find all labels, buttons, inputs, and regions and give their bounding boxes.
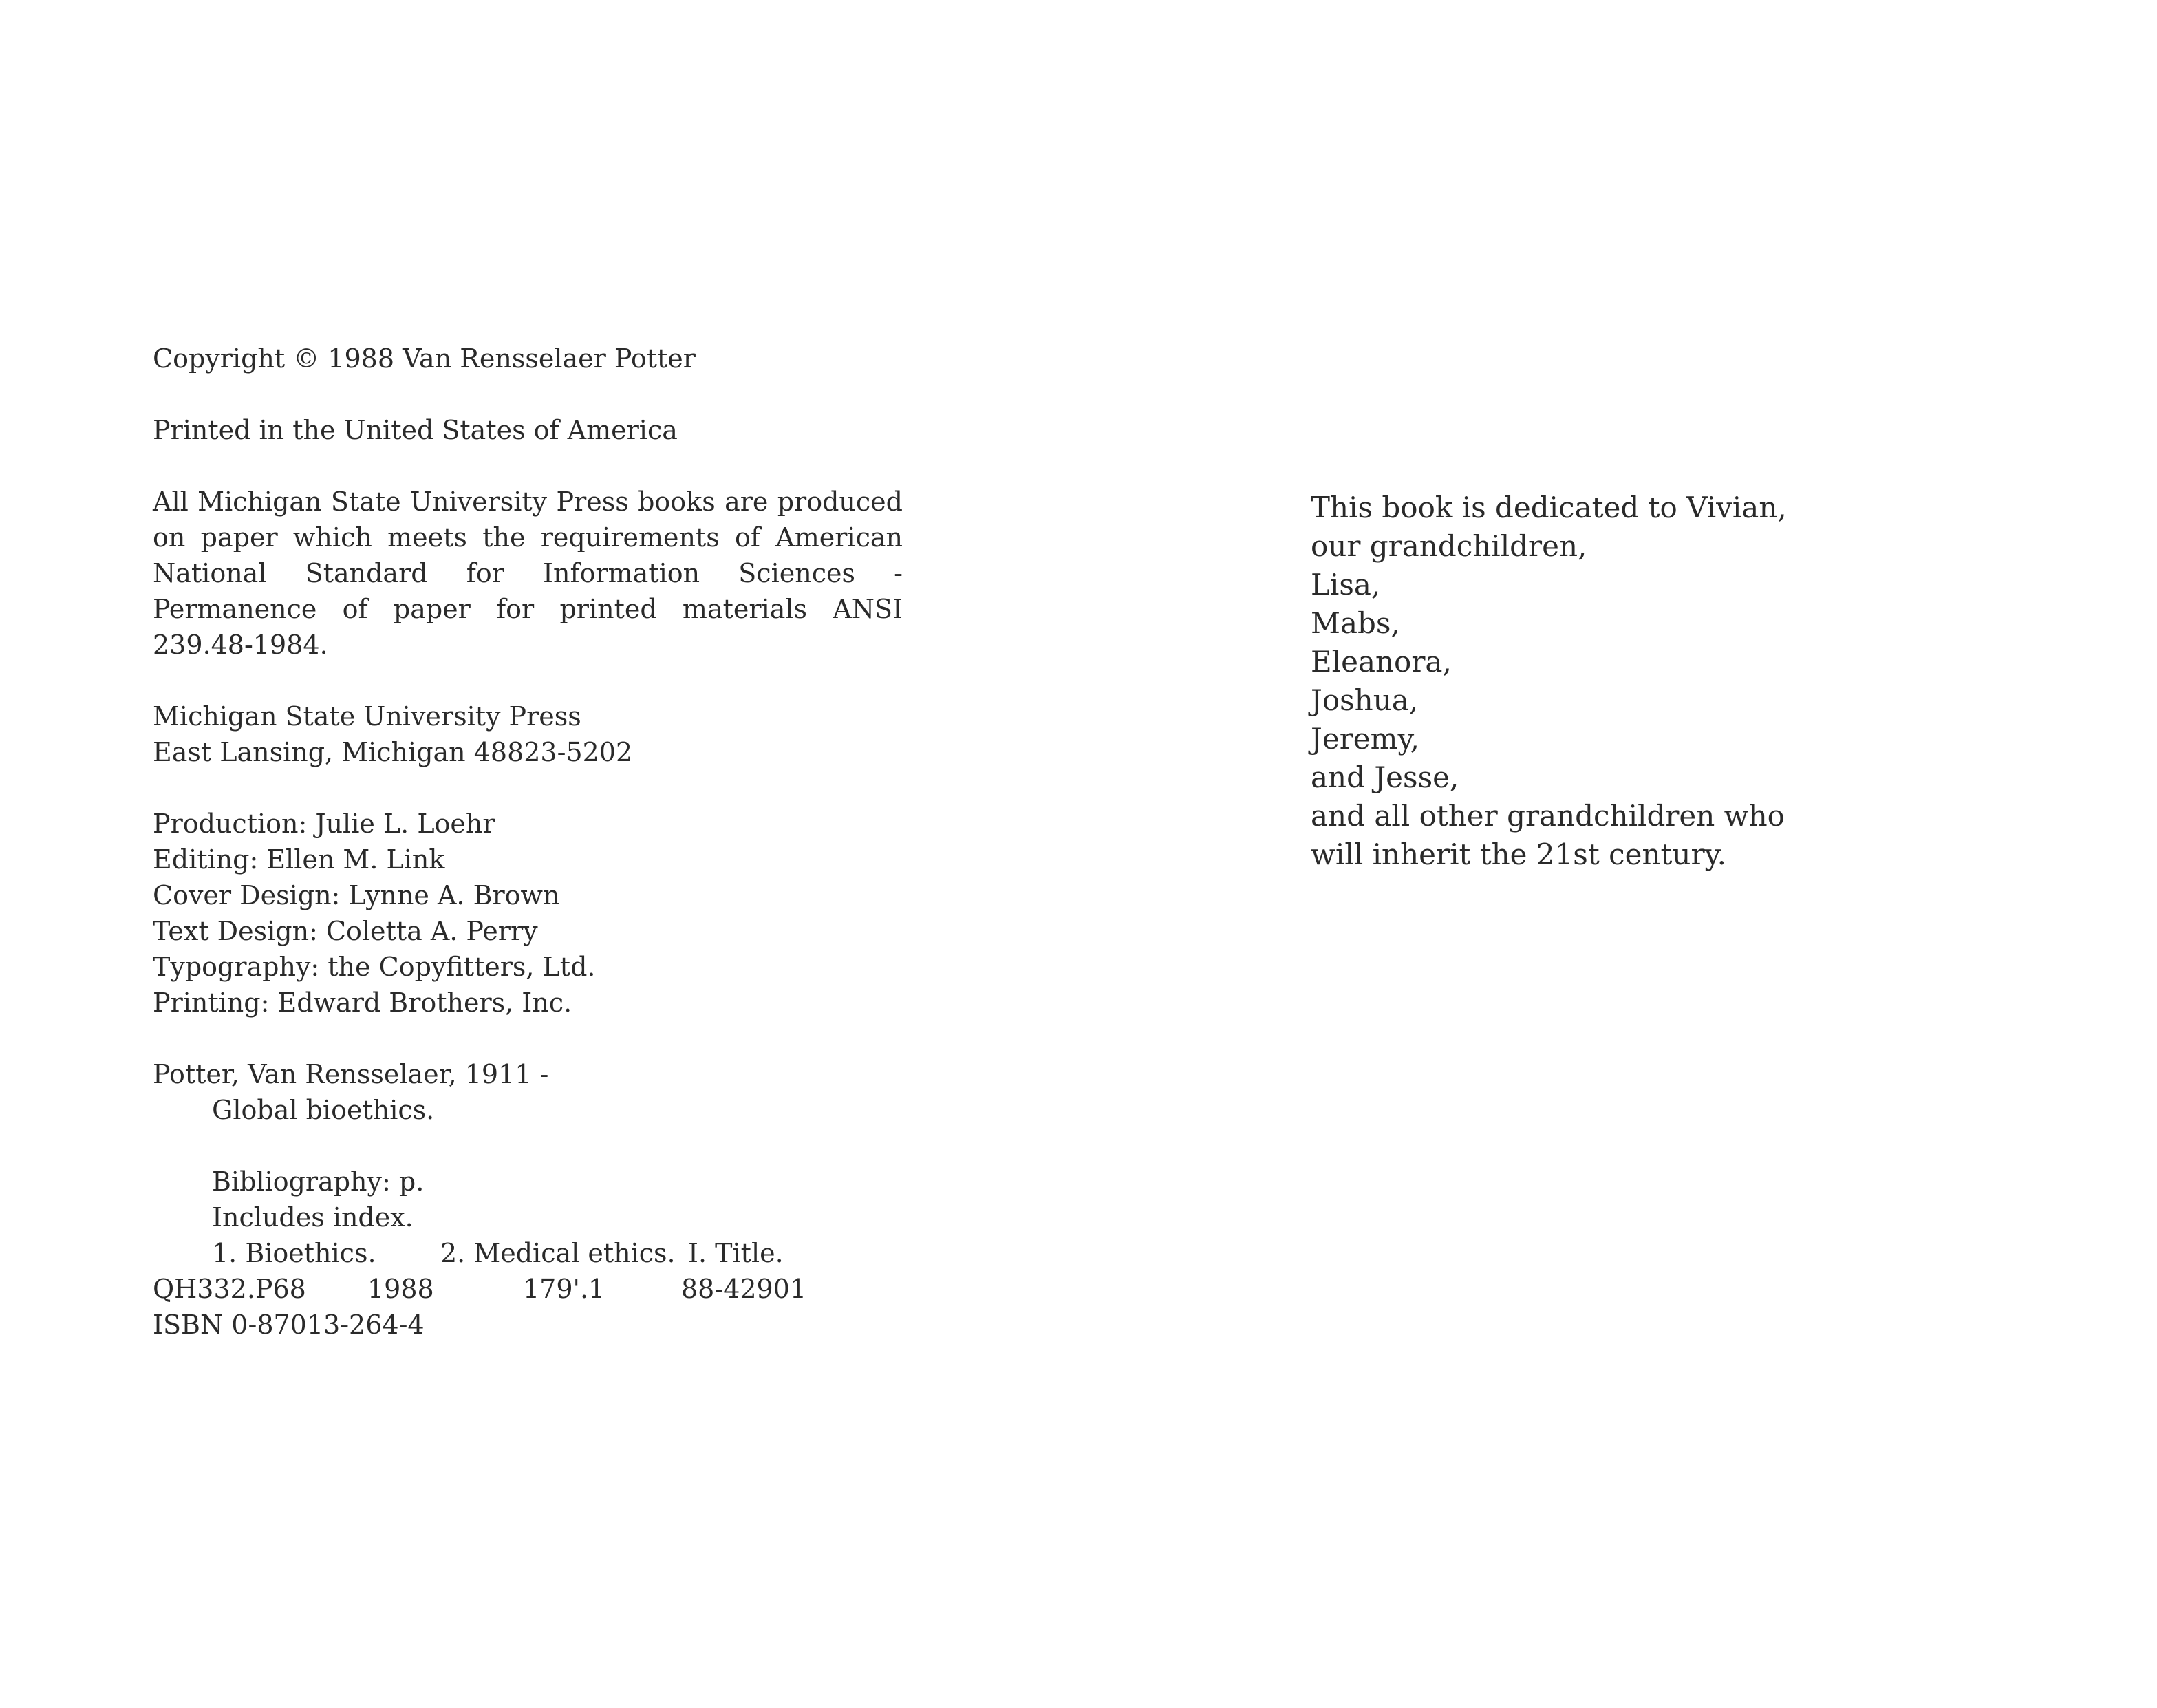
credit-text-design: Text Design: Coletta A. Perry — [153, 916, 538, 946]
cip-lccn: 88-42901 — [681, 1274, 807, 1304]
credit-printing: Printing: Edward Brothers, Inc. — [153, 988, 572, 1018]
dedication-line: Jeremy, — [1311, 722, 1419, 756]
credit-editing: Editing: Ellen M. Link — [153, 844, 445, 875]
printed-line: Printed in the United States of America — [153, 415, 678, 445]
credit-production: Production: Julie L. Loehr — [153, 809, 495, 839]
publisher-address: East Lansing, Michigan 48823-5202 — [153, 737, 633, 767]
cip-subject-1: 1. Bioethics. — [212, 1238, 376, 1268]
cip-record — [153, 1056, 903, 1343]
dedication-line: and Jesse, — [1311, 760, 1459, 794]
dedication-line: Joshua, — [1311, 683, 1419, 717]
credit-typography: Typography: the Copyfitters, Ltd. — [153, 952, 596, 982]
cip-title: Global bioethics. — [212, 1095, 435, 1125]
cip-subjects — [153, 1235, 903, 1271]
credits-list — [153, 806, 903, 1021]
dedication-line: This book is dedicated to Vivian, — [1311, 491, 1787, 524]
cip-call-number: QH332.P68 — [153, 1274, 306, 1304]
copyright-line: Copyright © 1988 Van Rensselaer Potter — [153, 343, 696, 374]
dedication-line: our grandchildren, — [1311, 529, 1587, 563]
publisher-name: Michigan State University Press — [153, 701, 581, 732]
cip-index: Includes index. — [212, 1202, 414, 1232]
paper-notice: All Michigan State University Press books are produced on paper which meets the requirements of American National Standard for Information Sciences - Permanence of paper for printed materials ANSI 239.48-1984. — [153, 487, 903, 660]
cip-classification — [153, 1271, 903, 1307]
cip-subject-2: 2. Medical ethics. — [440, 1238, 676, 1268]
dedication-line: Lisa, — [1311, 568, 1381, 601]
dedication-line: will inherit the 21st century. — [1311, 837, 1727, 871]
dedication — [1311, 489, 1861, 874]
dedication-line: Mabs, — [1311, 606, 1400, 640]
cip-dewey: 179'.1 — [523, 1274, 605, 1304]
dedication-line: Eleanora, — [1311, 645, 1452, 679]
cip-year: 1988 — [367, 1274, 434, 1304]
dedication-line: and all other grandchildren who — [1311, 799, 1785, 833]
cip-author: Potter, Van Rensselaer, 1911 - — [153, 1059, 549, 1089]
cip-bibliography: Bibliography: p. — [212, 1166, 425, 1197]
copyright-page — [153, 341, 903, 1343]
isbn: ISBN 0-87013-264-4 — [153, 1310, 425, 1340]
credit-cover-design: Cover Design: Lynne A. Brown — [153, 880, 560, 910]
cip-subject-title: I. Title. — [688, 1238, 784, 1268]
